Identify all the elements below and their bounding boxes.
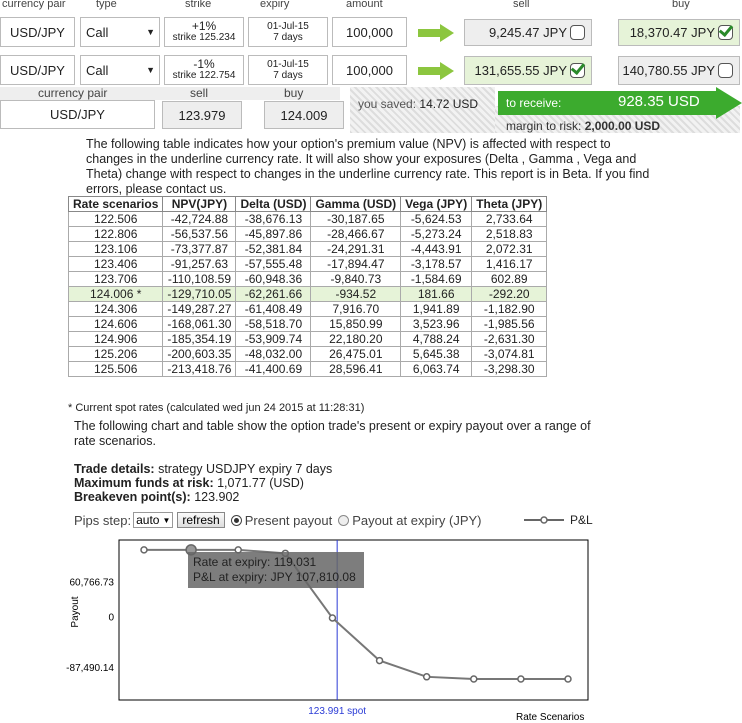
table-header-row xyxy=(69,197,547,212)
data-point[interactable] xyxy=(377,658,383,664)
table-cell: 122.806 xyxy=(69,227,163,242)
data-point[interactable] xyxy=(518,676,524,682)
table-cell: -58,518.70 xyxy=(236,317,311,332)
data-point[interactable] xyxy=(235,547,241,553)
radio-expiry-label: Payout at expiry (JPY) xyxy=(352,512,482,528)
table-cell: 28,596.41 xyxy=(311,362,401,377)
leg1-expiry[interactable] xyxy=(248,17,328,47)
leg2-strike-val: strike 122.754 xyxy=(172,70,236,81)
table-cell: 124.306 xyxy=(69,302,163,317)
table-row xyxy=(69,362,547,377)
saved-value: 14.72 USD xyxy=(419,97,479,111)
table-row xyxy=(69,287,547,302)
table-cell: -60,948.36 xyxy=(236,272,311,287)
chevron-down-icon: ▼ xyxy=(146,27,155,37)
table-cell: -24,291.31 xyxy=(311,242,401,257)
leg1-sell-value: 9,245.47 JPY xyxy=(488,25,567,40)
header-type: type xyxy=(96,0,117,10)
leg1-buy-checkbox[interactable] xyxy=(718,25,733,40)
table-cell: -62,261.66 xyxy=(236,287,311,302)
table-cell: 125.506 xyxy=(69,362,163,377)
table-cell: 22,180.20 xyxy=(311,332,401,347)
chart-tooltip xyxy=(188,552,364,588)
table-cell: -17,894.47 xyxy=(311,257,401,272)
table-cell: -1,182.90 xyxy=(472,302,547,317)
header-currency-pair: currency pair xyxy=(2,0,66,10)
table-cell: 3,523.96 xyxy=(401,317,472,332)
receive-value: 928.35 USD xyxy=(618,93,700,110)
table-cell: -56,537.56 xyxy=(163,227,236,242)
table-cell: -934.52 xyxy=(311,287,401,302)
radio-present-label: Present payout xyxy=(244,512,333,528)
table-body xyxy=(69,212,547,377)
leg1-type-select[interactable] xyxy=(80,17,160,47)
table-cell: 122.506 xyxy=(69,212,163,227)
leg2-buy-price[interactable] xyxy=(618,56,740,85)
chart-controls xyxy=(74,512,482,528)
table-cell: -3,298.30 xyxy=(472,362,547,377)
leg2-expiry-date: 01-Jul-15 xyxy=(267,59,309,70)
y-tick-label: 60,766.73 xyxy=(69,577,114,589)
leg2-strike[interactable] xyxy=(164,55,244,85)
table-cell: -48,032.00 xyxy=(236,347,311,362)
table-cell: -9,840.73 xyxy=(311,272,401,287)
leg2-expiry-days: 7 days xyxy=(273,70,303,81)
radio-on-icon xyxy=(231,515,242,526)
table-cell: 1,416.17 xyxy=(472,257,547,272)
leg2-sell-checkbox[interactable] xyxy=(570,63,585,78)
table-cell: -52,381.84 xyxy=(236,242,311,257)
header-expiry: expiry xyxy=(260,0,290,10)
column-header: Theta (JPY) xyxy=(472,197,547,212)
header-amount: amount xyxy=(346,0,383,10)
leg2-expiry[interactable] xyxy=(248,55,328,85)
margin-value: 2,000.00 USD xyxy=(584,119,661,133)
table-cell: 124.006 * xyxy=(69,287,163,302)
details-l2-label: Maximum funds at risk: xyxy=(74,476,214,490)
table-cell: -3,178.57 xyxy=(401,257,472,272)
table-cell: -292.20 xyxy=(472,287,547,302)
spot-header-pair: currency pair xyxy=(38,86,108,100)
table-cell: 123.406 xyxy=(69,257,163,272)
table-row xyxy=(69,212,547,227)
chevron-down-icon: ▼ xyxy=(146,65,155,75)
table-cell: -41,400.69 xyxy=(236,362,311,377)
table-row xyxy=(69,302,547,317)
leg1-sell-price[interactable] xyxy=(464,19,592,46)
leg2-amount-input[interactable]: 100,000 xyxy=(332,55,407,85)
leg1-strike-pct: +1% xyxy=(191,19,217,33)
table-cell: 181.66 xyxy=(401,287,472,302)
table-cell: -129,710.05 xyxy=(163,287,236,302)
spot-pair: USD/JPY xyxy=(0,100,155,129)
chart-intro-text: The following chart and table show the option trade's present or expiry payout over a range of rate scenarios. xyxy=(74,419,591,448)
chart-legend xyxy=(524,513,593,527)
table-row xyxy=(69,272,547,287)
refresh-button[interactable]: refresh xyxy=(177,512,224,528)
details-l1-label: Trade details: xyxy=(74,462,155,476)
pips-value: auto xyxy=(136,513,160,527)
summary-panel xyxy=(350,87,742,133)
table-cell: 124.606 xyxy=(69,317,163,332)
leg2-buy-checkbox[interactable] xyxy=(718,63,733,78)
table-cell: 4,788.24 xyxy=(401,332,472,347)
header-strike: strike xyxy=(185,0,212,10)
arrow-right-icon xyxy=(418,62,454,80)
table-row xyxy=(69,332,547,347)
spot-label: 123.991 spot xyxy=(308,706,367,717)
receive-label: to receive: xyxy=(506,96,562,110)
leg1-amount-input[interactable]: 100,000 xyxy=(332,17,407,47)
table-cell: -91,257.63 xyxy=(163,257,236,272)
table-cell: 26,475.01 xyxy=(311,347,401,362)
table-cell: -28,466.67 xyxy=(311,227,401,242)
table-cell: 15,850.99 xyxy=(311,317,401,332)
radio-expiry-payout[interactable] xyxy=(338,513,481,528)
table-cell: 6,063.74 xyxy=(401,362,472,377)
y-axis-label: Payout xyxy=(70,596,81,628)
data-point[interactable] xyxy=(141,547,147,553)
legend-label: P&L xyxy=(570,513,593,527)
column-header: Gamma (USD) xyxy=(311,197,401,212)
leg2-pair[interactable]: USD/JPY xyxy=(0,55,75,85)
table-cell: -30,187.65 xyxy=(311,212,401,227)
table-cell: 5,645.38 xyxy=(401,347,472,362)
leg1-buy-price[interactable] xyxy=(618,19,740,46)
table-row xyxy=(69,227,547,242)
table-cell: 123.106 xyxy=(69,242,163,257)
table-cell: -38,676.13 xyxy=(236,212,311,227)
table-row xyxy=(69,257,547,272)
leg2-strike-pct: -1% xyxy=(193,57,215,71)
table-cell: 2,733.64 xyxy=(472,212,547,227)
leg2-sell-price[interactable] xyxy=(464,56,592,85)
table-cell: -2,631.30 xyxy=(472,332,547,347)
leg1-expiry-date: 01-Jul-15 xyxy=(267,21,309,32)
table-cell: -3,074.81 xyxy=(472,347,547,362)
table-cell: -110,108.59 xyxy=(163,272,236,287)
npv-intro-text: The following table indicates how your option's premium value (NPV) is affected with respect to changes in the underline currency rate. It will also show your exposures (Delta , Gamma , Vega and Theta) change with respect to changes in the underline currency rate. This report is in Beta. If you find errors, please contact us. xyxy=(86,137,650,196)
table-cell: -149,287.27 xyxy=(163,302,236,317)
leg1-sell-checkbox[interactable] xyxy=(570,25,585,40)
radio-off-icon xyxy=(338,515,349,526)
table-row xyxy=(69,242,547,257)
header-sell: sell xyxy=(513,0,530,10)
table-cell: -213,418.76 xyxy=(163,362,236,377)
table-cell: -42,724.88 xyxy=(163,212,236,227)
details-l3-value: 123.902 xyxy=(194,490,240,504)
leg1-strike-val: strike 125.234 xyxy=(172,32,236,43)
trade-details xyxy=(74,462,332,504)
column-header: Vega (JPY) xyxy=(401,197,472,212)
table-cell: -4,443.91 xyxy=(401,242,472,257)
tooltip-line-1: Rate at expiry: 119.031 xyxy=(193,555,317,569)
header-buy: buy xyxy=(672,0,690,10)
table-cell: 7,916.70 xyxy=(311,302,401,317)
x-axis-label: Rate Scenarios xyxy=(516,712,585,723)
table-cell: -61,408.49 xyxy=(236,302,311,317)
pips-select[interactable] xyxy=(133,512,173,528)
table-row xyxy=(69,347,547,362)
table-cell: -73,377.87 xyxy=(163,242,236,257)
leg1-expiry-days: 7 days xyxy=(273,32,303,43)
payout-chart xyxy=(0,530,742,723)
table-cell: 124.906 xyxy=(69,332,163,347)
leg2-sell-value: 131,655.55 JPY xyxy=(474,63,567,78)
table-cell: 1,941.89 xyxy=(401,302,472,317)
details-l3-label: Breakeven point(s): xyxy=(74,490,191,504)
leg1-strike[interactable] xyxy=(164,17,244,47)
table-cell: -200,603.35 xyxy=(163,347,236,362)
table-cell: -45,897.86 xyxy=(236,227,311,242)
y-tick-label: -87,490.14 xyxy=(66,663,114,675)
table-cell: -5,273.24 xyxy=(401,227,472,242)
radio-present-payout[interactable] xyxy=(231,513,332,528)
margin-label: margin to risk: xyxy=(506,119,582,133)
table-cell: -185,354.19 xyxy=(163,332,236,347)
table-cell: -57,555.48 xyxy=(236,257,311,272)
leg1-type-value: Call xyxy=(86,24,109,40)
table-cell: -1,584.69 xyxy=(401,272,472,287)
arrow-right-icon xyxy=(418,24,454,42)
data-point[interactable] xyxy=(565,676,571,682)
saved-label: you saved: xyxy=(358,97,417,111)
leg1-pair[interactable]: USD/JPY xyxy=(0,17,75,47)
spot-panel xyxy=(0,87,345,129)
tooltip-line-2: P&L at expiry: JPY 107,810.08 xyxy=(193,570,356,584)
table-cell: 2,072.31 xyxy=(472,242,547,257)
table-cell: -53,909.74 xyxy=(236,332,311,347)
data-point[interactable] xyxy=(329,615,335,621)
table-cell: 602.89 xyxy=(472,272,547,287)
details-l2-value: 1,071.77 (USD) xyxy=(217,476,304,490)
table-cell: 123.706 xyxy=(69,272,163,287)
spot-buy: 124.009 xyxy=(264,101,344,129)
table-footnote: * Current spot rates (calculated wed jun 24 2015 at 11:28:31) xyxy=(68,402,365,414)
column-header: Delta (USD) xyxy=(236,197,311,212)
leg1-buy-value: 18,370.47 JPY xyxy=(629,25,715,40)
leg2-type-value: Call xyxy=(86,62,109,78)
leg2-buy-value: 140,780.55 JPY xyxy=(622,63,715,78)
y-tick-label: 0 xyxy=(108,612,114,624)
column-header: Rate scenarios xyxy=(69,197,163,212)
leg2-type-select[interactable] xyxy=(80,55,160,85)
details-l1-value: strategy USDJPY expiry 7 days xyxy=(158,462,333,476)
spot-header-buy: buy xyxy=(284,86,304,100)
spot-header-sell: sell xyxy=(190,86,209,100)
table-cell: -1,985.56 xyxy=(472,317,547,332)
npv-table xyxy=(68,196,547,377)
table-row xyxy=(69,317,547,332)
table-cell: -5,624.53 xyxy=(401,212,472,227)
table-cell: -168,061.30 xyxy=(163,317,236,332)
table-cell: 125.206 xyxy=(69,347,163,362)
chevron-down-icon: ▼ xyxy=(162,515,171,525)
data-point[interactable] xyxy=(471,676,477,682)
column-header: NPV(JPY) xyxy=(163,197,236,212)
pips-label: Pips step: xyxy=(74,512,132,528)
legend-line-icon xyxy=(524,515,564,525)
table-cell: 2,518.83 xyxy=(472,227,547,242)
data-point[interactable] xyxy=(424,674,430,680)
spot-sell: 123.979 xyxy=(162,101,242,129)
